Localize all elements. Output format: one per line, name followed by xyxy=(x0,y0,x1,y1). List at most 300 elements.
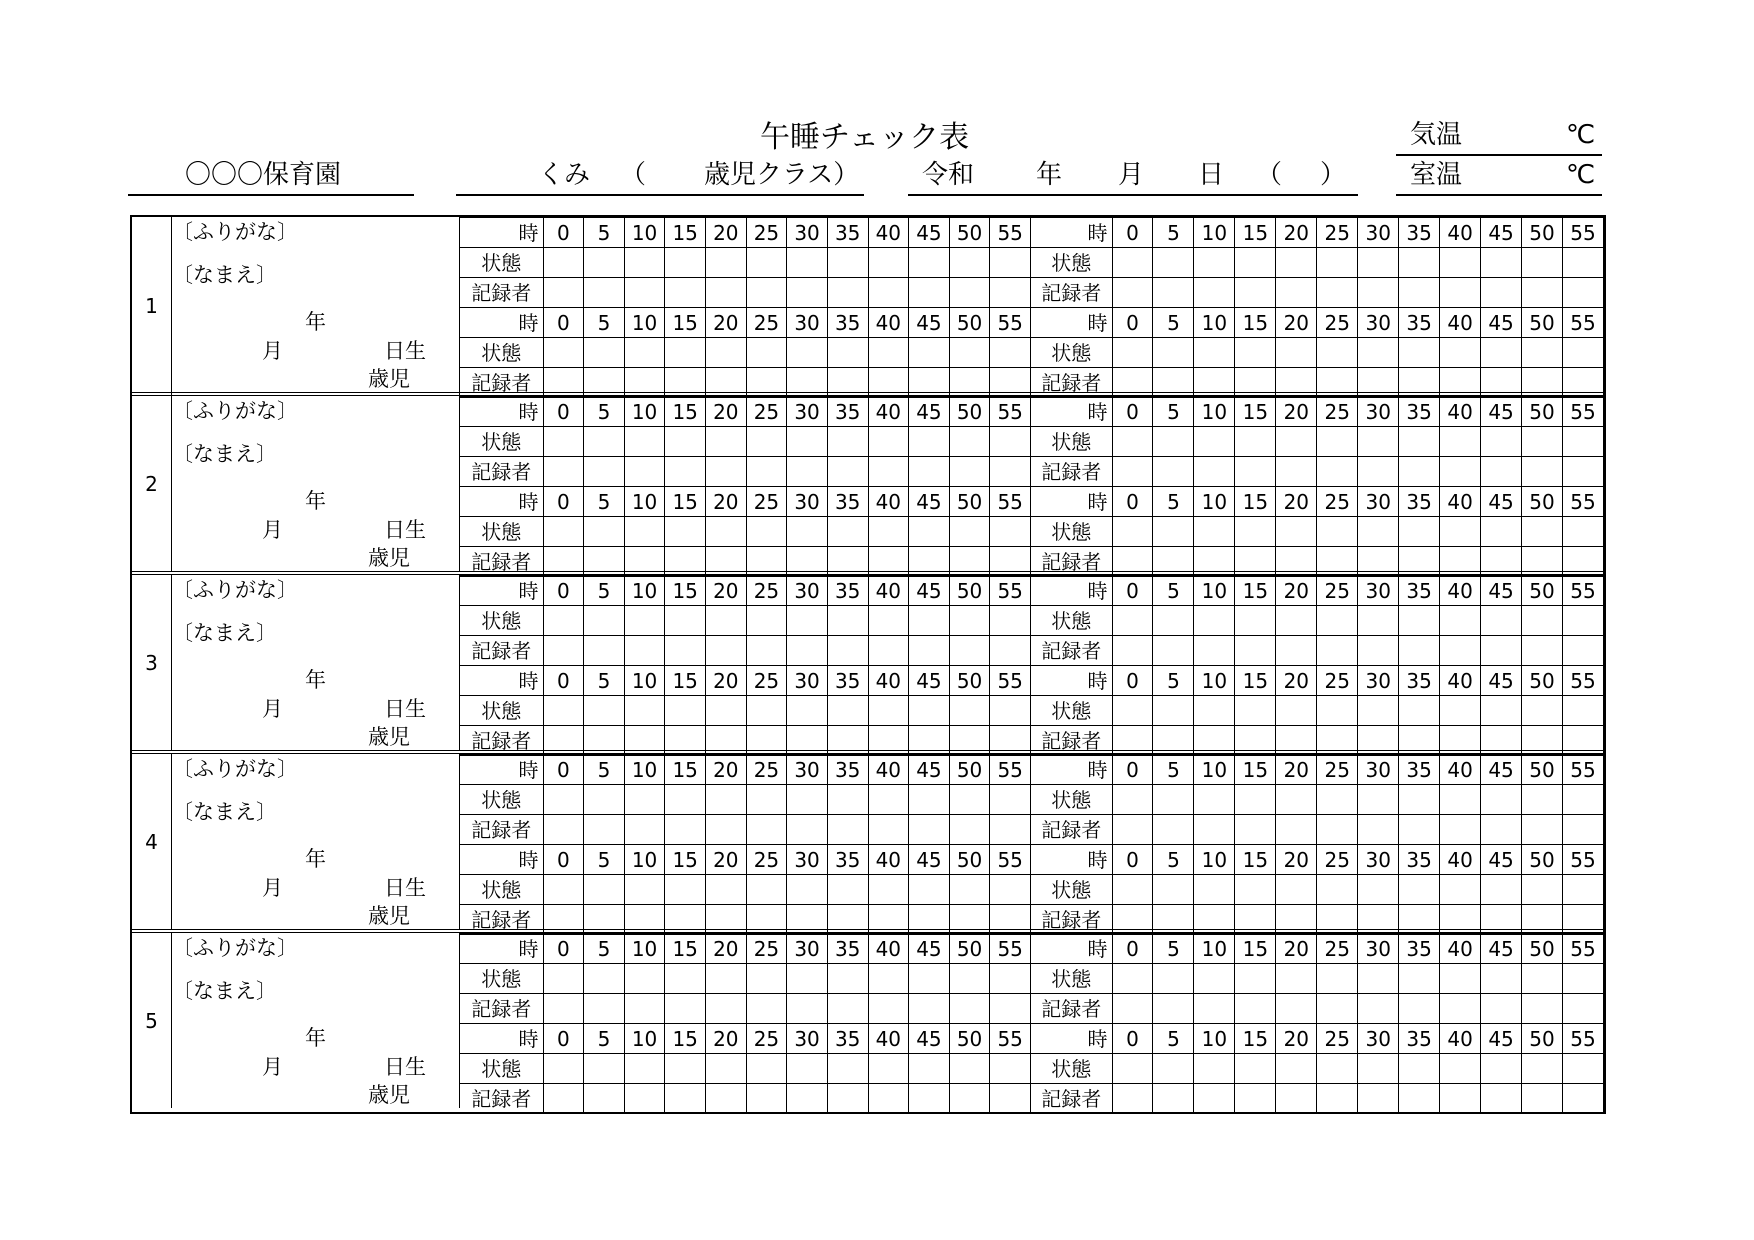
recorder-entry-cell[interactable] xyxy=(746,636,787,666)
status-entry-cell[interactable] xyxy=(868,606,909,636)
status-entry-cell[interactable] xyxy=(827,964,868,994)
status-entry-cell[interactable] xyxy=(1562,1054,1603,1084)
recorder-entry-cell[interactable] xyxy=(868,457,909,487)
status-entry-cell[interactable] xyxy=(1194,427,1235,457)
recorder-entry-cell[interactable] xyxy=(746,457,787,487)
status-entry-cell[interactable] xyxy=(909,517,950,547)
recorder-entry-cell[interactable] xyxy=(1153,994,1194,1024)
recorder-entry-cell[interactable] xyxy=(787,994,828,1024)
status-entry-cell[interactable] xyxy=(1481,964,1522,994)
recorder-entry-cell[interactable] xyxy=(949,278,990,308)
status-entry-cell[interactable] xyxy=(990,1054,1031,1084)
recorder-entry-cell[interactable] xyxy=(1562,994,1603,1024)
status-entry-cell[interactable] xyxy=(1235,248,1276,278)
status-entry-cell[interactable] xyxy=(868,248,909,278)
status-entry-cell[interactable] xyxy=(1481,785,1522,815)
status-entry-cell[interactable] xyxy=(868,1054,909,1084)
status-entry-cell[interactable] xyxy=(787,1054,828,1084)
recorder-entry-cell[interactable] xyxy=(1112,815,1153,845)
status-entry-cell[interactable] xyxy=(1153,427,1194,457)
status-entry-cell[interactable] xyxy=(1276,338,1317,368)
status-entry-cell[interactable] xyxy=(1194,875,1235,905)
recorder-entry-cell[interactable] xyxy=(1562,278,1603,308)
recorder-entry-cell[interactable] xyxy=(1112,636,1153,666)
status-entry-cell[interactable] xyxy=(543,785,584,815)
status-entry-cell[interactable] xyxy=(1317,606,1358,636)
status-entry-cell[interactable] xyxy=(665,606,706,636)
recorder-entry-cell[interactable] xyxy=(787,815,828,845)
status-entry-cell[interactable] xyxy=(624,1054,665,1084)
recorder-entry-cell[interactable] xyxy=(1112,278,1153,308)
recorder-entry-cell[interactable] xyxy=(665,815,706,845)
recorder-entry-cell[interactable] xyxy=(543,1084,584,1114)
status-entry-cell[interactable] xyxy=(1399,785,1440,815)
recorder-entry-cell[interactable] xyxy=(665,278,706,308)
recorder-entry-cell[interactable] xyxy=(1440,278,1481,308)
status-entry-cell[interactable] xyxy=(1153,696,1194,726)
status-entry-cell[interactable] xyxy=(909,427,950,457)
status-entry-cell[interactable] xyxy=(706,696,747,726)
recorder-entry-cell[interactable] xyxy=(665,994,706,1024)
recorder-entry-cell[interactable] xyxy=(1562,636,1603,666)
status-entry-cell[interactable] xyxy=(1235,606,1276,636)
status-entry-cell[interactable] xyxy=(787,875,828,905)
recorder-entry-cell[interactable] xyxy=(1317,457,1358,487)
status-entry-cell[interactable] xyxy=(1153,964,1194,994)
recorder-entry-cell[interactable] xyxy=(1276,636,1317,666)
status-entry-cell[interactable] xyxy=(909,785,950,815)
recorder-entry-cell[interactable] xyxy=(1358,278,1399,308)
recorder-entry-cell[interactable] xyxy=(909,457,950,487)
recorder-entry-cell[interactable] xyxy=(990,994,1031,1024)
status-entry-cell[interactable] xyxy=(1399,875,1440,905)
status-entry-cell[interactable] xyxy=(1481,248,1522,278)
status-entry-cell[interactable] xyxy=(706,785,747,815)
status-entry-cell[interactable] xyxy=(1153,338,1194,368)
status-entry-cell[interactable] xyxy=(1358,248,1399,278)
status-entry-cell[interactable] xyxy=(1276,785,1317,815)
recorder-entry-cell[interactable] xyxy=(1276,815,1317,845)
status-entry-cell[interactable] xyxy=(624,875,665,905)
status-entry-cell[interactable] xyxy=(1399,517,1440,547)
status-entry-cell[interactable] xyxy=(909,875,950,905)
status-entry-cell[interactable] xyxy=(787,427,828,457)
status-entry-cell[interactable] xyxy=(1112,1054,1153,1084)
recorder-entry-cell[interactable] xyxy=(868,815,909,845)
status-entry-cell[interactable] xyxy=(1153,248,1194,278)
status-entry-cell[interactable] xyxy=(1358,964,1399,994)
recorder-entry-cell[interactable] xyxy=(909,815,950,845)
status-entry-cell[interactable] xyxy=(1522,1054,1563,1084)
status-entry-cell[interactable] xyxy=(624,696,665,726)
status-entry-cell[interactable] xyxy=(990,338,1031,368)
recorder-entry-cell[interactable] xyxy=(827,994,868,1024)
status-entry-cell[interactable] xyxy=(1194,338,1235,368)
status-entry-cell[interactable] xyxy=(909,338,950,368)
status-entry-cell[interactable] xyxy=(665,964,706,994)
recorder-entry-cell[interactable] xyxy=(1153,278,1194,308)
status-entry-cell[interactable] xyxy=(543,427,584,457)
status-entry-cell[interactable] xyxy=(990,606,1031,636)
recorder-entry-cell[interactable] xyxy=(1481,636,1522,666)
status-entry-cell[interactable] xyxy=(990,427,1031,457)
recorder-entry-cell[interactable] xyxy=(746,815,787,845)
status-entry-cell[interactable] xyxy=(1358,875,1399,905)
status-entry-cell[interactable] xyxy=(827,875,868,905)
status-entry-cell[interactable] xyxy=(1276,964,1317,994)
status-entry-cell[interactable] xyxy=(1153,606,1194,636)
status-entry-cell[interactable] xyxy=(746,875,787,905)
recorder-entry-cell[interactable] xyxy=(1317,1084,1358,1114)
status-entry-cell[interactable] xyxy=(1481,696,1522,726)
status-entry-cell[interactable] xyxy=(1358,606,1399,636)
recorder-entry-cell[interactable] xyxy=(706,278,747,308)
status-entry-cell[interactable] xyxy=(949,696,990,726)
status-entry-cell[interactable] xyxy=(1399,696,1440,726)
status-entry-cell[interactable] xyxy=(1522,248,1563,278)
status-entry-cell[interactable] xyxy=(1235,338,1276,368)
recorder-entry-cell[interactable] xyxy=(1562,1084,1603,1114)
status-entry-cell[interactable] xyxy=(746,606,787,636)
recorder-entry-cell[interactable] xyxy=(706,457,747,487)
recorder-entry-cell[interactable] xyxy=(584,1084,625,1114)
recorder-entry-cell[interactable] xyxy=(1194,457,1235,487)
status-entry-cell[interactable] xyxy=(624,964,665,994)
status-entry-cell[interactable] xyxy=(1562,517,1603,547)
recorder-entry-cell[interactable] xyxy=(990,457,1031,487)
status-entry-cell[interactable] xyxy=(665,696,706,726)
status-entry-cell[interactable] xyxy=(1562,248,1603,278)
status-entry-cell[interactable] xyxy=(665,517,706,547)
status-entry-cell[interactable] xyxy=(584,785,625,815)
status-entry-cell[interactable] xyxy=(1235,427,1276,457)
status-entry-cell[interactable] xyxy=(543,964,584,994)
status-entry-cell[interactable] xyxy=(1399,606,1440,636)
status-entry-cell[interactable] xyxy=(1481,427,1522,457)
status-entry-cell[interactable] xyxy=(1399,964,1440,994)
status-entry-cell[interactable] xyxy=(706,1054,747,1084)
status-entry-cell[interactable] xyxy=(1317,1054,1358,1084)
status-entry-cell[interactable] xyxy=(1235,696,1276,726)
status-entry-cell[interactable] xyxy=(1562,696,1603,726)
status-entry-cell[interactable] xyxy=(584,248,625,278)
status-entry-cell[interactable] xyxy=(1276,248,1317,278)
status-entry-cell[interactable] xyxy=(787,696,828,726)
status-entry-cell[interactable] xyxy=(624,427,665,457)
recorder-entry-cell[interactable] xyxy=(584,278,625,308)
status-entry-cell[interactable] xyxy=(1440,427,1481,457)
recorder-entry-cell[interactable] xyxy=(1562,815,1603,845)
recorder-entry-cell[interactable] xyxy=(990,636,1031,666)
recorder-entry-cell[interactable] xyxy=(665,636,706,666)
recorder-entry-cell[interactable] xyxy=(1358,815,1399,845)
status-entry-cell[interactable] xyxy=(827,517,868,547)
recorder-entry-cell[interactable] xyxy=(787,278,828,308)
status-entry-cell[interactable] xyxy=(1194,964,1235,994)
recorder-entry-cell[interactable] xyxy=(827,815,868,845)
status-entry-cell[interactable] xyxy=(1562,964,1603,994)
status-entry-cell[interactable] xyxy=(584,1054,625,1084)
recorder-entry-cell[interactable] xyxy=(1481,278,1522,308)
status-entry-cell[interactable] xyxy=(665,338,706,368)
recorder-entry-cell[interactable] xyxy=(1153,815,1194,845)
status-entry-cell[interactable] xyxy=(1235,964,1276,994)
recorder-entry-cell[interactable] xyxy=(584,815,625,845)
status-entry-cell[interactable] xyxy=(706,875,747,905)
status-entry-cell[interactable] xyxy=(543,606,584,636)
status-entry-cell[interactable] xyxy=(1399,427,1440,457)
status-entry-cell[interactable] xyxy=(665,427,706,457)
status-entry-cell[interactable] xyxy=(1317,964,1358,994)
status-entry-cell[interactable] xyxy=(868,964,909,994)
recorder-entry-cell[interactable] xyxy=(624,994,665,1024)
recorder-entry-cell[interactable] xyxy=(1399,457,1440,487)
recorder-entry-cell[interactable] xyxy=(1153,1084,1194,1114)
status-entry-cell[interactable] xyxy=(1522,517,1563,547)
status-entry-cell[interactable] xyxy=(665,785,706,815)
status-entry-cell[interactable] xyxy=(1276,606,1317,636)
status-entry-cell[interactable] xyxy=(624,517,665,547)
recorder-entry-cell[interactable] xyxy=(909,1084,950,1114)
recorder-entry-cell[interactable] xyxy=(909,278,950,308)
status-entry-cell[interactable] xyxy=(868,427,909,457)
status-entry-cell[interactable] xyxy=(624,785,665,815)
recorder-entry-cell[interactable] xyxy=(584,636,625,666)
status-entry-cell[interactable] xyxy=(949,964,990,994)
status-entry-cell[interactable] xyxy=(1112,248,1153,278)
recorder-entry-cell[interactable] xyxy=(827,278,868,308)
status-entry-cell[interactable] xyxy=(827,696,868,726)
status-entry-cell[interactable] xyxy=(1440,606,1481,636)
recorder-entry-cell[interactable] xyxy=(746,1084,787,1114)
status-entry-cell[interactable] xyxy=(1194,785,1235,815)
recorder-entry-cell[interactable] xyxy=(746,278,787,308)
status-entry-cell[interactable] xyxy=(1276,427,1317,457)
recorder-entry-cell[interactable] xyxy=(1317,815,1358,845)
recorder-entry-cell[interactable] xyxy=(706,1084,747,1114)
status-entry-cell[interactable] xyxy=(949,338,990,368)
status-entry-cell[interactable] xyxy=(584,517,625,547)
recorder-entry-cell[interactable] xyxy=(1112,457,1153,487)
status-entry-cell[interactable] xyxy=(706,427,747,457)
status-entry-cell[interactable] xyxy=(827,248,868,278)
status-entry-cell[interactable] xyxy=(1440,517,1481,547)
status-entry-cell[interactable] xyxy=(706,606,747,636)
recorder-entry-cell[interactable] xyxy=(1112,1084,1153,1114)
status-entry-cell[interactable] xyxy=(543,696,584,726)
status-entry-cell[interactable] xyxy=(1112,964,1153,994)
status-entry-cell[interactable] xyxy=(827,606,868,636)
status-entry-cell[interactable] xyxy=(949,785,990,815)
recorder-entry-cell[interactable] xyxy=(1194,636,1235,666)
status-entry-cell[interactable] xyxy=(1194,696,1235,726)
recorder-entry-cell[interactable] xyxy=(543,278,584,308)
recorder-entry-cell[interactable] xyxy=(746,994,787,1024)
recorder-entry-cell[interactable] xyxy=(1399,815,1440,845)
status-entry-cell[interactable] xyxy=(1522,964,1563,994)
status-entry-cell[interactable] xyxy=(1562,338,1603,368)
status-entry-cell[interactable] xyxy=(1358,696,1399,726)
recorder-entry-cell[interactable] xyxy=(1153,636,1194,666)
status-entry-cell[interactable] xyxy=(990,517,1031,547)
recorder-entry-cell[interactable] xyxy=(1481,1084,1522,1114)
status-entry-cell[interactable] xyxy=(1276,696,1317,726)
status-entry-cell[interactable] xyxy=(1194,248,1235,278)
status-entry-cell[interactable] xyxy=(1481,338,1522,368)
status-entry-cell[interactable] xyxy=(787,517,828,547)
recorder-entry-cell[interactable] xyxy=(543,457,584,487)
status-entry-cell[interactable] xyxy=(1153,785,1194,815)
recorder-entry-cell[interactable] xyxy=(868,278,909,308)
status-entry-cell[interactable] xyxy=(909,1054,950,1084)
status-entry-cell[interactable] xyxy=(1317,875,1358,905)
recorder-entry-cell[interactable] xyxy=(1481,815,1522,845)
status-entry-cell[interactable] xyxy=(706,517,747,547)
recorder-entry-cell[interactable] xyxy=(1440,994,1481,1024)
recorder-entry-cell[interactable] xyxy=(1399,636,1440,666)
recorder-entry-cell[interactable] xyxy=(827,636,868,666)
recorder-entry-cell[interactable] xyxy=(543,636,584,666)
status-entry-cell[interactable] xyxy=(1481,606,1522,636)
status-entry-cell[interactable] xyxy=(990,964,1031,994)
recorder-entry-cell[interactable] xyxy=(949,815,990,845)
recorder-entry-cell[interactable] xyxy=(1522,636,1563,666)
status-entry-cell[interactable] xyxy=(1562,606,1603,636)
status-entry-cell[interactable] xyxy=(1276,517,1317,547)
status-entry-cell[interactable] xyxy=(1358,1054,1399,1084)
recorder-entry-cell[interactable] xyxy=(1153,457,1194,487)
status-entry-cell[interactable] xyxy=(1522,696,1563,726)
status-entry-cell[interactable] xyxy=(543,1054,584,1084)
status-entry-cell[interactable] xyxy=(1317,696,1358,726)
recorder-entry-cell[interactable] xyxy=(706,994,747,1024)
recorder-entry-cell[interactable] xyxy=(1481,457,1522,487)
status-entry-cell[interactable] xyxy=(1235,785,1276,815)
recorder-entry-cell[interactable] xyxy=(1522,278,1563,308)
status-entry-cell[interactable] xyxy=(787,964,828,994)
status-entry-cell[interactable] xyxy=(1153,875,1194,905)
status-entry-cell[interactable] xyxy=(949,1054,990,1084)
recorder-entry-cell[interactable] xyxy=(665,457,706,487)
status-entry-cell[interactable] xyxy=(827,785,868,815)
recorder-entry-cell[interactable] xyxy=(1358,457,1399,487)
recorder-entry-cell[interactable] xyxy=(868,1084,909,1114)
status-entry-cell[interactable] xyxy=(624,338,665,368)
status-entry-cell[interactable] xyxy=(868,338,909,368)
recorder-entry-cell[interactable] xyxy=(1235,636,1276,666)
recorder-entry-cell[interactable] xyxy=(1522,457,1563,487)
recorder-entry-cell[interactable] xyxy=(909,636,950,666)
status-entry-cell[interactable] xyxy=(1194,1054,1235,1084)
recorder-entry-cell[interactable] xyxy=(1276,1084,1317,1114)
status-entry-cell[interactable] xyxy=(584,875,625,905)
recorder-entry-cell[interactable] xyxy=(584,457,625,487)
status-entry-cell[interactable] xyxy=(624,606,665,636)
status-entry-cell[interactable] xyxy=(1399,338,1440,368)
status-entry-cell[interactable] xyxy=(868,875,909,905)
status-entry-cell[interactable] xyxy=(1440,248,1481,278)
status-entry-cell[interactable] xyxy=(1358,785,1399,815)
recorder-entry-cell[interactable] xyxy=(909,994,950,1024)
recorder-entry-cell[interactable] xyxy=(868,636,909,666)
status-entry-cell[interactable] xyxy=(1358,517,1399,547)
status-entry-cell[interactable] xyxy=(1235,517,1276,547)
recorder-entry-cell[interactable] xyxy=(949,994,990,1024)
status-entry-cell[interactable] xyxy=(1440,696,1481,726)
status-entry-cell[interactable] xyxy=(1440,964,1481,994)
status-entry-cell[interactable] xyxy=(1276,1054,1317,1084)
status-entry-cell[interactable] xyxy=(706,248,747,278)
status-entry-cell[interactable] xyxy=(990,248,1031,278)
status-entry-cell[interactable] xyxy=(624,248,665,278)
recorder-entry-cell[interactable] xyxy=(624,636,665,666)
status-entry-cell[interactable] xyxy=(1153,517,1194,547)
recorder-entry-cell[interactable] xyxy=(1399,994,1440,1024)
status-entry-cell[interactable] xyxy=(990,875,1031,905)
status-entry-cell[interactable] xyxy=(1276,875,1317,905)
status-entry-cell[interactable] xyxy=(1399,248,1440,278)
recorder-entry-cell[interactable] xyxy=(1235,278,1276,308)
recorder-entry-cell[interactable] xyxy=(827,1084,868,1114)
status-entry-cell[interactable] xyxy=(949,427,990,457)
status-entry-cell[interactable] xyxy=(787,338,828,368)
status-entry-cell[interactable] xyxy=(1194,606,1235,636)
recorder-entry-cell[interactable] xyxy=(990,278,1031,308)
status-entry-cell[interactable] xyxy=(1440,338,1481,368)
status-entry-cell[interactable] xyxy=(1112,606,1153,636)
status-entry-cell[interactable] xyxy=(665,248,706,278)
recorder-entry-cell[interactable] xyxy=(624,278,665,308)
status-entry-cell[interactable] xyxy=(746,964,787,994)
recorder-entry-cell[interactable] xyxy=(706,636,747,666)
status-entry-cell[interactable] xyxy=(746,427,787,457)
recorder-entry-cell[interactable] xyxy=(949,636,990,666)
recorder-entry-cell[interactable] xyxy=(624,457,665,487)
recorder-entry-cell[interactable] xyxy=(543,994,584,1024)
recorder-entry-cell[interactable] xyxy=(543,815,584,845)
status-entry-cell[interactable] xyxy=(1112,875,1153,905)
status-entry-cell[interactable] xyxy=(1235,1054,1276,1084)
status-entry-cell[interactable] xyxy=(949,248,990,278)
recorder-entry-cell[interactable] xyxy=(1440,1084,1481,1114)
status-entry-cell[interactable] xyxy=(746,248,787,278)
recorder-entry-cell[interactable] xyxy=(949,457,990,487)
recorder-entry-cell[interactable] xyxy=(787,457,828,487)
status-entry-cell[interactable] xyxy=(584,696,625,726)
status-entry-cell[interactable] xyxy=(1522,427,1563,457)
status-entry-cell[interactable] xyxy=(1522,875,1563,905)
recorder-entry-cell[interactable] xyxy=(990,1084,1031,1114)
status-entry-cell[interactable] xyxy=(746,1054,787,1084)
recorder-entry-cell[interactable] xyxy=(624,815,665,845)
status-entry-cell[interactable] xyxy=(543,248,584,278)
recorder-entry-cell[interactable] xyxy=(1522,994,1563,1024)
recorder-entry-cell[interactable] xyxy=(1112,994,1153,1024)
status-entry-cell[interactable] xyxy=(543,875,584,905)
status-entry-cell[interactable] xyxy=(1562,427,1603,457)
status-entry-cell[interactable] xyxy=(1112,696,1153,726)
status-entry-cell[interactable] xyxy=(1440,875,1481,905)
status-entry-cell[interactable] xyxy=(746,517,787,547)
status-entry-cell[interactable] xyxy=(787,248,828,278)
recorder-entry-cell[interactable] xyxy=(665,1084,706,1114)
status-entry-cell[interactable] xyxy=(827,338,868,368)
status-entry-cell[interactable] xyxy=(706,338,747,368)
recorder-entry-cell[interactable] xyxy=(1235,457,1276,487)
recorder-entry-cell[interactable] xyxy=(787,1084,828,1114)
recorder-entry-cell[interactable] xyxy=(1317,994,1358,1024)
status-entry-cell[interactable] xyxy=(584,606,625,636)
